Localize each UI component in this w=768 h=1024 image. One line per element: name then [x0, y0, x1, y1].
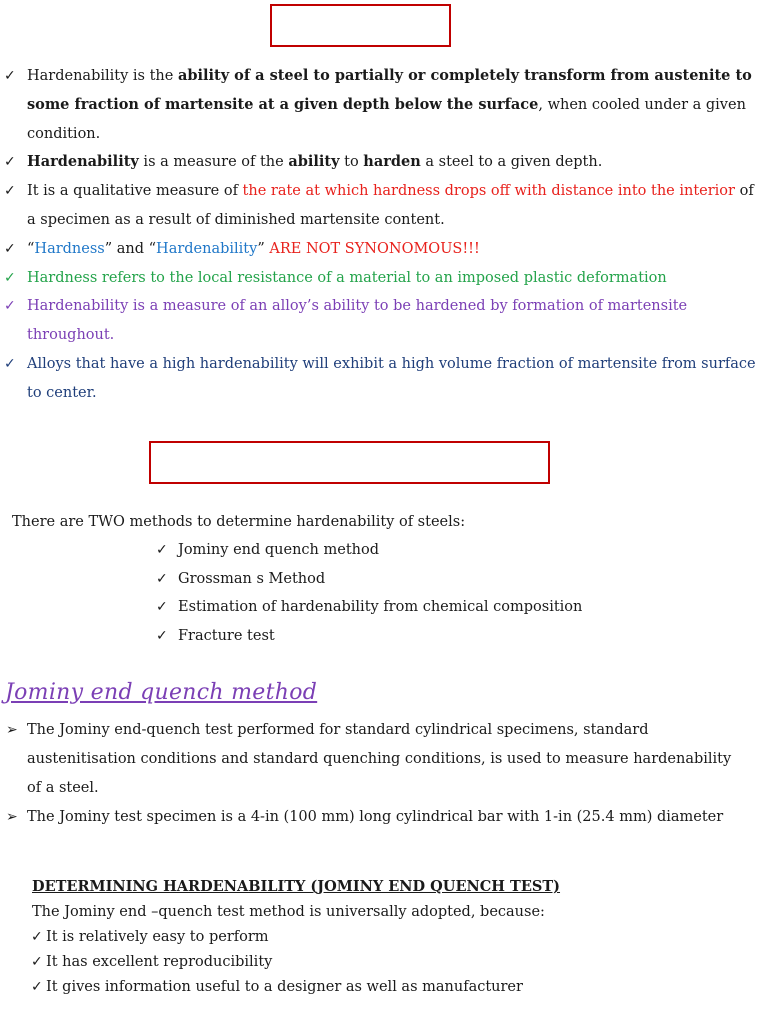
- item-text: Estimation of hardenability from chemical composition: [178, 599, 583, 615]
- list-item: [4, 235, 764, 264]
- item-bold-text: harden: [363, 153, 421, 171]
- item-bold-text: ability: [288, 153, 340, 171]
- item-bold-text: Hardenability: [27, 153, 139, 171]
- check-icon: ✓: [4, 240, 16, 257]
- item-text: a steel to a given depth.: [420, 154, 603, 171]
- item-text: ”: [257, 240, 270, 257]
- check-icon: ✓: [4, 154, 16, 171]
- term-hardness: Hardness: [34, 240, 105, 257]
- list-item: [156, 593, 582, 622]
- list-item: [4, 264, 764, 293]
- item-text: ” and “: [104, 240, 157, 257]
- item-text: of a specimen as a result of diminished martensite content.: [27, 183, 754, 228]
- list-item: [156, 565, 582, 594]
- check-icon: ✓: [156, 570, 168, 587]
- check-icon: ✓: [31, 929, 43, 945]
- list-item: [31, 925, 523, 950]
- item-text: , when cooled under a given condition.: [27, 96, 746, 142]
- item-text: Grossman s Method: [178, 570, 326, 587]
- item-red-text: ARE NOT SYNONOMOUS!!!: [269, 240, 480, 257]
- list-item: [4, 148, 764, 177]
- check-icon: ✓: [31, 979, 43, 995]
- list-item: [4, 292, 764, 350]
- item-text: It has excellent reproducibility: [46, 954, 273, 970]
- item-text: to: [339, 154, 364, 171]
- list-item: [6, 716, 746, 803]
- jominy-list: [6, 716, 746, 832]
- list-item: [4, 62, 764, 148]
- item-text: It is relatively easy to perform: [46, 929, 269, 945]
- item-text: Hardness refers to the local resistance of a material to an imposed plastic deformation: [27, 269, 667, 286]
- item-text: Hardenability is a measure of an alloy’s ability to be hardened by formation of martensite throughout.: [27, 298, 688, 344]
- item-text: Fracture test: [178, 627, 275, 644]
- determining-heading: DETERMINING HARDENABILITY (JOMINY END QUENCH TEST): [32, 878, 561, 895]
- check-icon: ✓: [156, 542, 168, 558]
- list-item: [31, 975, 523, 1000]
- jominy-heading: Jominy end quench method: [5, 680, 318, 705]
- check-icon: ✓: [156, 599, 168, 615]
- item-text: Hardenability is the: [27, 68, 178, 84]
- item-bold-text: ability of a steel to partially or completely transform from austenite to some fraction of martensite at a given depth below the surface: [27, 67, 752, 113]
- list-item: [6, 803, 746, 832]
- methods-intro: There are TWO methods to determine hardenability of steels:: [12, 514, 466, 530]
- determining-list: [31, 925, 523, 1000]
- item-red-text: the rate at which hardness drops off with distance into the interior: [242, 183, 735, 200]
- list-item: [4, 177, 764, 235]
- check-icon: ✓: [4, 68, 16, 84]
- check-icon: ✓: [4, 183, 16, 200]
- arrow-bullet-icon: ➢: [6, 809, 18, 825]
- check-icon: ✓: [4, 298, 16, 315]
- list-item: [31, 950, 523, 975]
- title-box-definitions: [270, 4, 451, 47]
- definitions-list: [4, 62, 764, 408]
- determining-intro: The Jominy end –quench test method is universally adopted, because:: [32, 904, 545, 920]
- check-icon: ✓: [156, 627, 168, 644]
- item-text: It gives information useful to a designer as well as manufacturer: [46, 979, 523, 995]
- list-item: [4, 350, 764, 408]
- arrow-bullet-icon: ➢: [6, 722, 18, 738]
- item-text: The Jominy test specimen is a 4-in (100 mm) long cylindrical bar with 1-in (25.4 mm) diameter: [27, 809, 724, 825]
- check-icon: ✓: [4, 269, 16, 286]
- list-item: [156, 622, 582, 651]
- item-text: Alloys that have a high hardenability will exhibit a high volume fraction of martensite from surface to center.: [27, 355, 756, 401]
- methods-list: [156, 536, 582, 650]
- list-item: [156, 536, 582, 565]
- item-text: “: [27, 240, 35, 257]
- check-icon: ✓: [31, 954, 43, 970]
- item-text: The Jominy end-quench test performed for standard cylindrical specimens, standard austenitisation conditions and standard quenching conditions, is used to measure hardenability of a steel.: [27, 722, 732, 796]
- title-box-methods: [149, 441, 550, 484]
- item-text: Jominy end quench method: [178, 542, 379, 558]
- check-icon: ✓: [4, 355, 16, 372]
- term-hardenability: Hardenability: [156, 240, 258, 257]
- item-text: is a measure of the: [138, 154, 289, 171]
- item-text: It is a qualitative measure of: [27, 183, 243, 200]
